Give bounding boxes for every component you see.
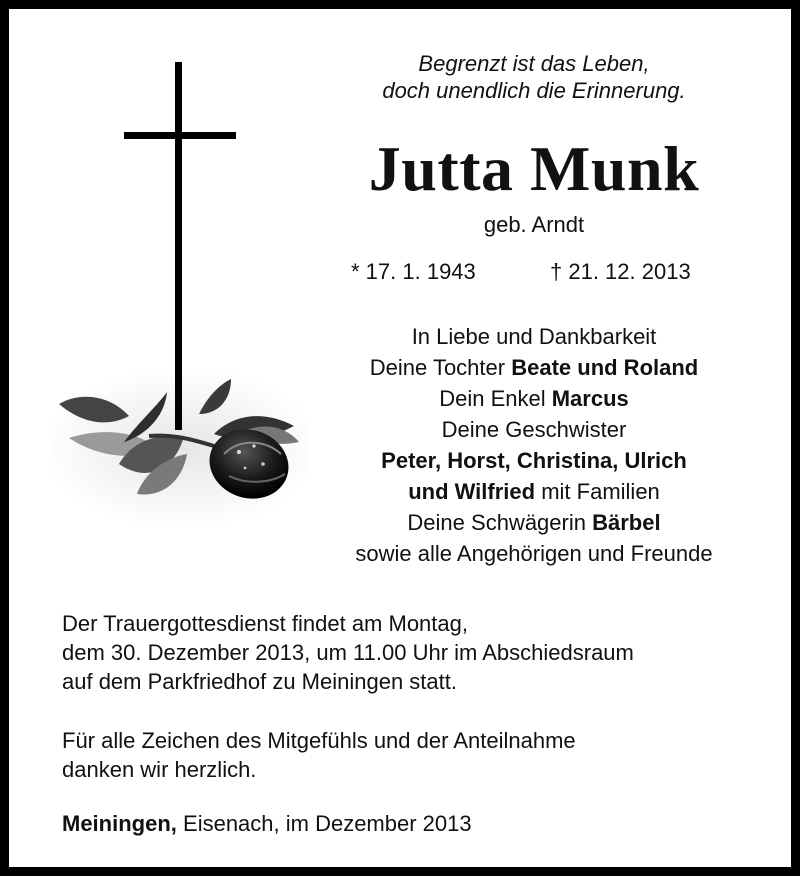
thanks-note	[62, 726, 782, 784]
daughter-names: Beate und Roland	[511, 355, 699, 380]
siblings-label: Deine Geschwister	[441, 417, 627, 442]
siblings-names-1: Peter, Horst, Christina, Ulrich	[381, 448, 687, 473]
daughter-label: Deine Tochter	[369, 355, 506, 380]
mourners-list	[299, 321, 769, 569]
sister-in-law-label: Deine Schwägerin	[407, 510, 586, 535]
death-date: † 21. 12. 2013	[550, 259, 691, 284]
birth-date: * 17. 1. 1943	[351, 259, 476, 284]
service-line-2: dem 30. Dezember 2013, um 11.00 Uhr im Abschiedsraum	[62, 640, 634, 665]
siblings-names-2: und Wilfried	[408, 479, 536, 504]
siblings-names-line-2	[299, 476, 769, 507]
closing-line	[62, 809, 782, 838]
service-announcement	[62, 609, 782, 696]
service-line-3: auf dem Parkfriedhof zu Meiningen statt.	[62, 669, 457, 694]
mourners-intro: In Liebe und Dankbarkeit	[411, 324, 657, 349]
mourner-sister-in-law	[299, 507, 769, 538]
motto-line-1: Begrenzt ist das Leben,	[418, 51, 650, 76]
grandson-label: Dein Enkel	[439, 386, 546, 411]
closing-place: Meiningen,	[62, 811, 177, 836]
cross-and-rose-illustration	[49, 54, 314, 534]
maiden-name: geb. Arndt	[483, 212, 585, 237]
thanks-line-1: Für alle Zeichen des Mitgefühls und der Anteilnahme	[62, 728, 576, 753]
service-line-1: Der Trauergottesdienst findet am Montag,	[62, 611, 468, 636]
mourner-grandson	[299, 383, 769, 414]
grandson-name: Marcus	[551, 386, 629, 411]
sister-in-law-name: Bärbel	[592, 510, 661, 535]
thanks-line-2: danken wir herzlich.	[62, 757, 257, 782]
siblings-suffix: mit Familien	[541, 479, 660, 504]
closing-rest: Eisenach, im Dezember 2013	[183, 811, 472, 836]
mourners-others: sowie alle Angehörigen und Freunde	[355, 541, 713, 566]
deceased-name: Jutta Munk	[368, 133, 700, 204]
motto-line-2: doch unendlich die Erinnerung.	[382, 78, 686, 103]
siblings-names-line-1	[299, 445, 769, 476]
motto	[329, 50, 739, 104]
mourner-daughter	[299, 352, 769, 383]
